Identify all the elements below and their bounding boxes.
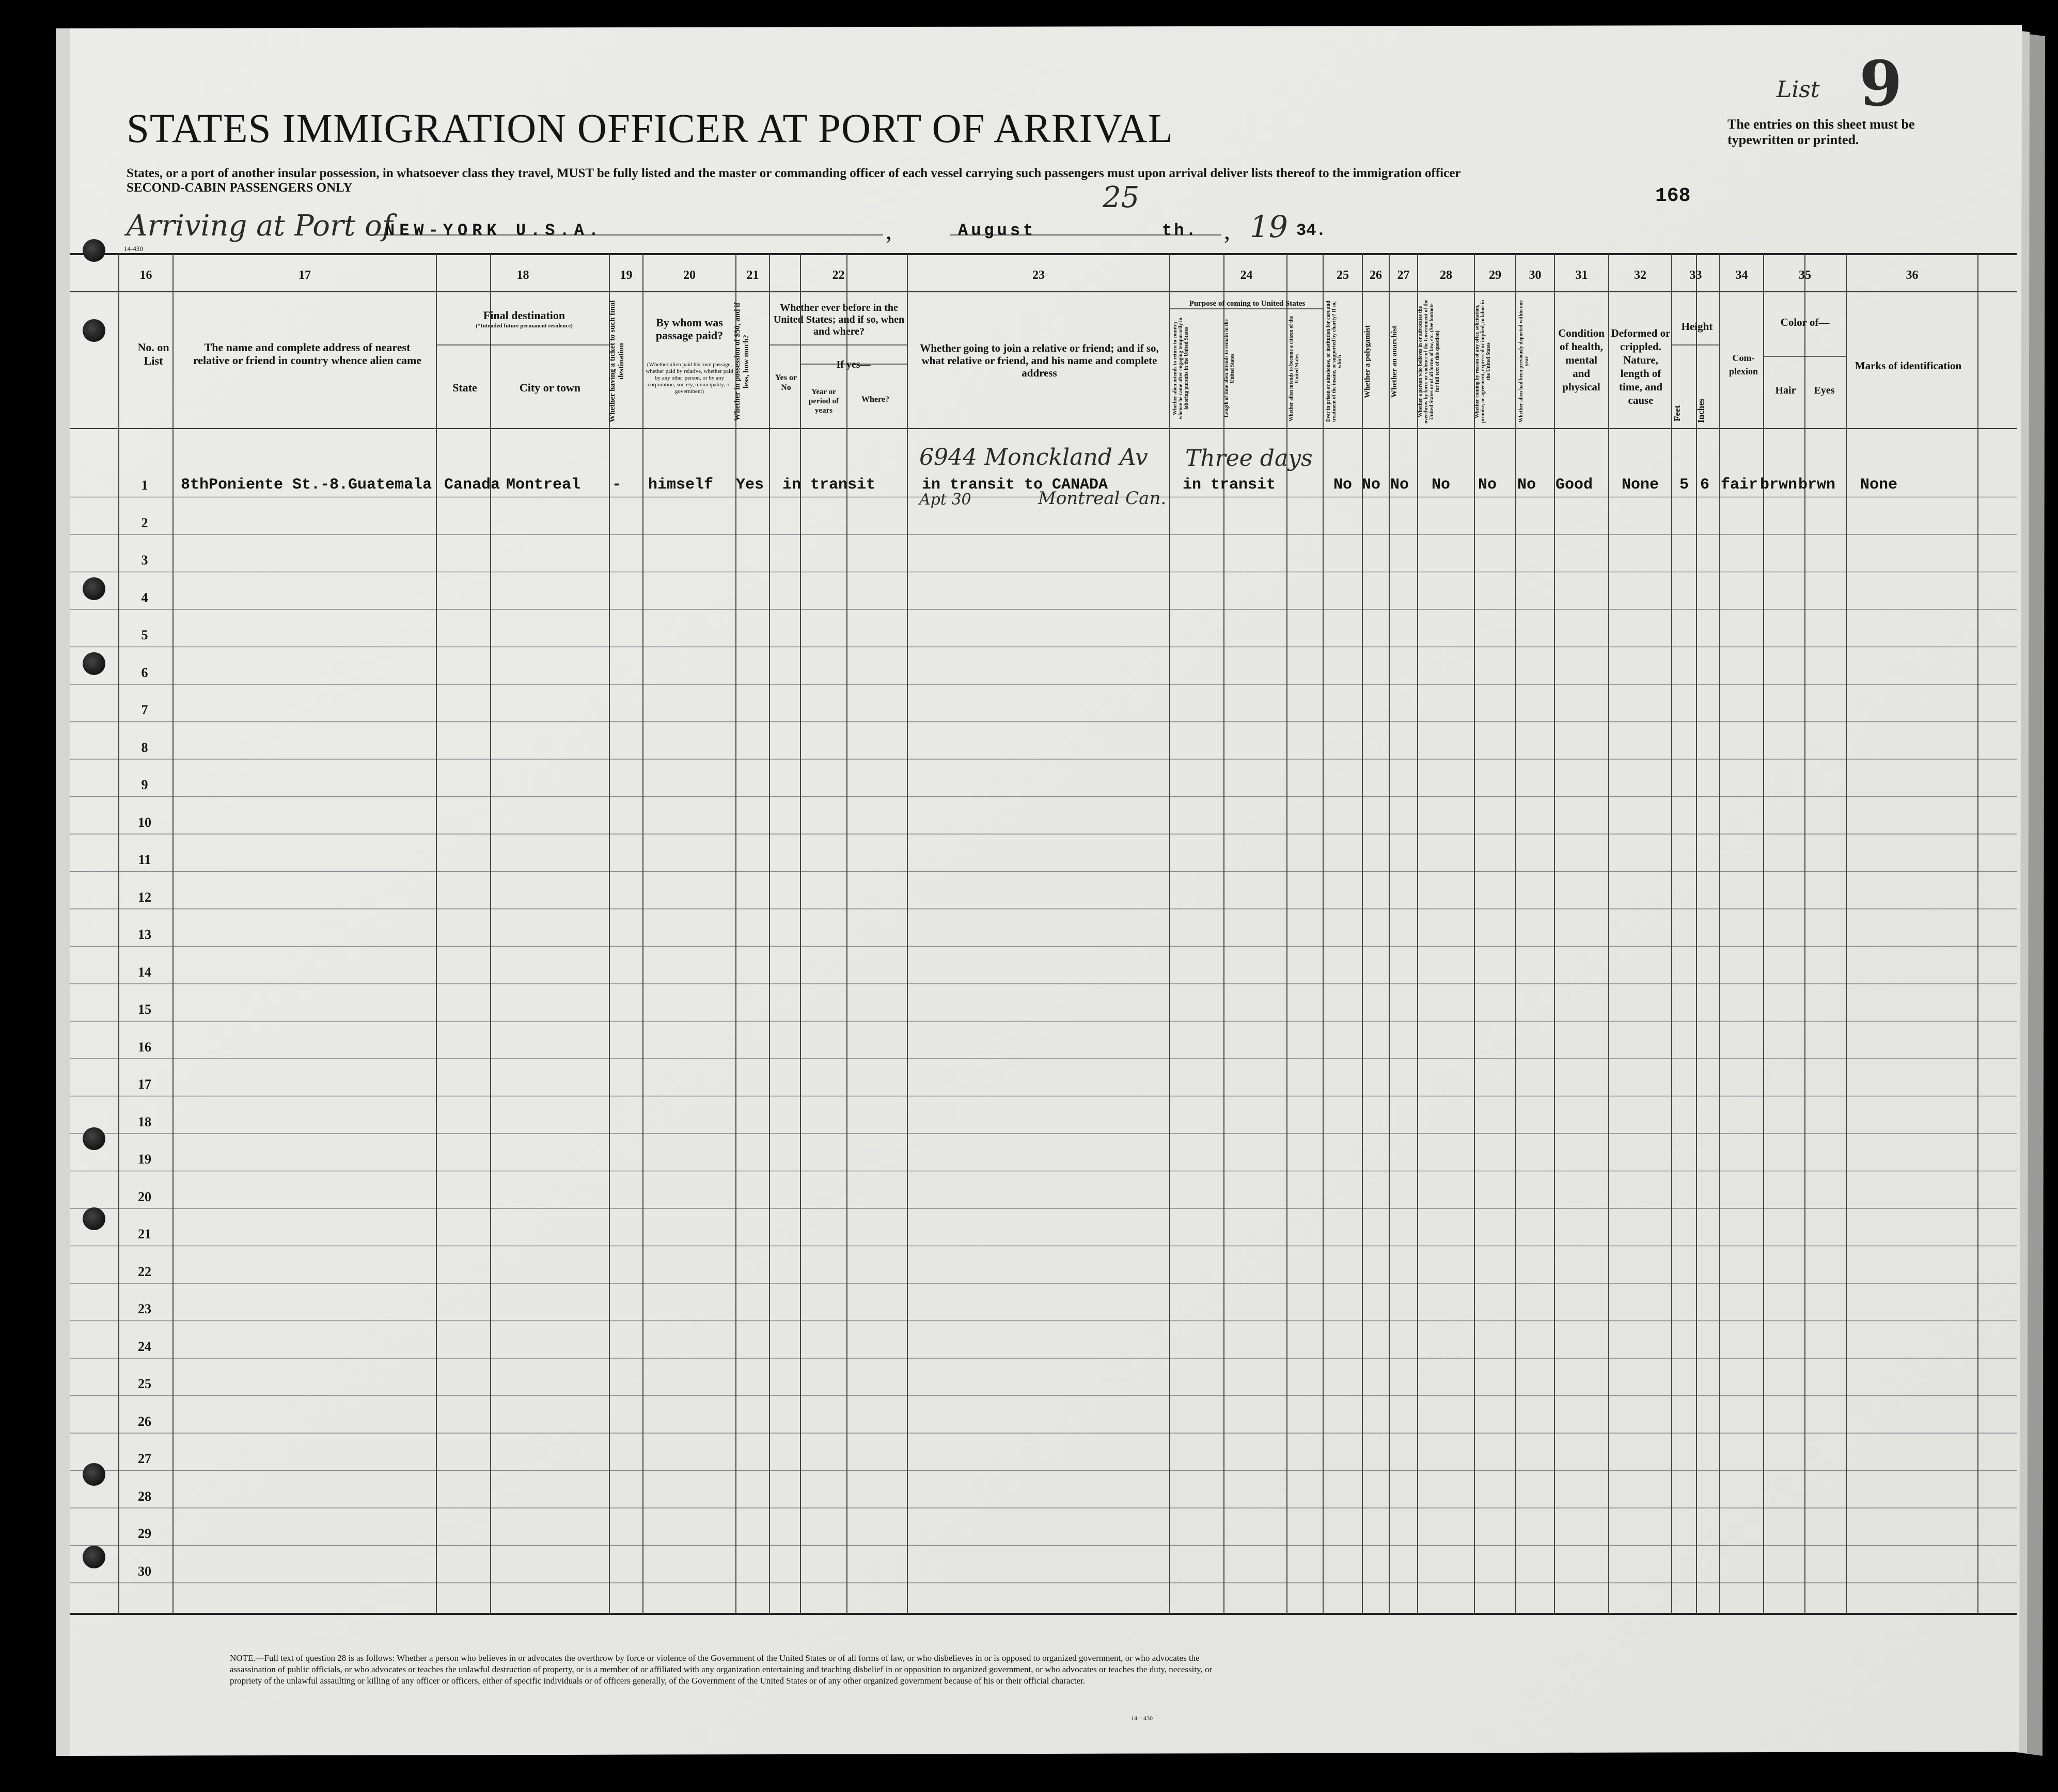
header-overthrow: Whether a person who believes in or advocates the overthrow by force or violence of the Government of the United States or of all forms of law, etc. (See footnote for full text of this question)	[1418, 300, 1440, 423]
header-prison: Ever in prison or almshouse, or institution for care and treatment of the insane, or supported by charity? If so, which	[1326, 301, 1343, 422]
entry-prison: No	[1333, 476, 1353, 494]
row-number: 28	[138, 1488, 151, 1504]
row-number: 11	[138, 852, 151, 867]
form-code-top: 14-430	[124, 245, 143, 253]
row-number: 24	[138, 1339, 151, 1354]
column-number-19: 19	[620, 269, 633, 282]
column-number-25: 25	[1337, 269, 1349, 282]
entry-complexion: fair	[1721, 476, 1758, 494]
entry-before-in-us: in transit	[782, 476, 876, 494]
header-passage-paid: By whom was passage paid?	[655, 316, 724, 342]
entry-anarchist: No	[1390, 476, 1409, 494]
header-inches: Inches	[1696, 398, 1706, 423]
column-number-28: 28	[1440, 269, 1452, 282]
page-title: STATES IMMIGRATION OFFICER AT PORT OF ARRIVAL	[127, 106, 1173, 151]
column-number-18: 18	[516, 269, 529, 282]
row-number: 27	[138, 1451, 151, 1466]
entry-feet: 5	[1679, 476, 1689, 494]
row-number: 1	[141, 478, 148, 493]
column-number-34: 34	[1735, 269, 1748, 282]
entry-city: Montreal	[506, 476, 581, 494]
row-number: 17	[138, 1077, 151, 1092]
punch-hole	[83, 1546, 105, 1568]
sheet-number: 168	[1655, 185, 1691, 207]
column-number-35: 35	[1799, 269, 1811, 282]
entry-join-typed: in transit to CANADA	[922, 476, 1108, 494]
arriving-label: Arriving at Port of	[127, 209, 393, 243]
column-number-17: 17	[299, 269, 311, 282]
header-marks: Marks of identification	[1855, 359, 1962, 372]
header-feet: Feet	[1672, 405, 1682, 421]
row-number: 16	[138, 1039, 151, 1055]
column-number-21: 21	[746, 269, 759, 282]
header-polygamist: Whether a polygamist	[1363, 325, 1372, 398]
header-where: Where?	[861, 395, 889, 404]
entry-join-handwritten-1: 6944 Monckland Av	[919, 444, 1148, 470]
header-eyes: Eyes	[1814, 385, 1835, 396]
arrival-month: August	[958, 221, 1036, 240]
column-number-32: 32	[1634, 269, 1646, 282]
row-number: 20	[138, 1189, 151, 1204]
entry-length-typed: in transit	[1183, 476, 1276, 494]
entry-state: Canada	[444, 476, 500, 494]
header-purpose-length: Length of time alien intends to remain in the United States	[1224, 319, 1235, 418]
entry-join-handwritten-3: Montreal Can.	[1038, 488, 1167, 509]
header-ticket: Whether having a ticket to such final destination	[608, 300, 625, 423]
year-prefix: 19	[1250, 209, 1288, 244]
header-passage-paid-note: (Whether alien paid his own passage, whether paid by relative, whether paid by any other person, or by any corporation, society, municipality, or government)	[646, 361, 733, 395]
header-health: Condition of health, mental and physical	[1558, 327, 1605, 393]
row-number: 4	[141, 590, 148, 605]
row-number: 6	[141, 665, 148, 680]
arrival-day: 25	[1103, 181, 1140, 214]
arrival-port: NEW-YORK U.S.A.	[385, 221, 604, 240]
column-number-24: 24	[1240, 269, 1253, 282]
header-purpose-return: Whether alien intends to return to country whence he came after engaging temporarily in laboring pursuits in the United States	[1172, 318, 1189, 419]
row-number: 29	[138, 1526, 151, 1541]
row-number: 13	[138, 927, 151, 942]
header-money: Whether in possession of $50, and if less, how much?	[733, 302, 750, 421]
punch-hole	[83, 1127, 105, 1150]
row-number: 7	[141, 702, 148, 717]
header-no-on-list: No. on List	[137, 341, 169, 367]
entry-polygamist: No	[1362, 476, 1381, 494]
column-number-30: 30	[1529, 269, 1542, 282]
row-number: 5	[141, 627, 148, 642]
column-number-27: 27	[1397, 269, 1410, 282]
entry-join-handwritten-2: Apt 30	[919, 491, 971, 509]
entry-hair: brwn	[1760, 476, 1798, 494]
punch-hole	[83, 1207, 105, 1230]
punch-hole	[83, 652, 105, 675]
row-number: 14	[138, 964, 151, 980]
header-final-destination-note: (*Intended future permanent residence)	[476, 323, 573, 329]
column-number-29: 29	[1489, 269, 1501, 282]
entry-overthrow: No	[1432, 476, 1451, 494]
header-before-in-us: Whether ever before in the United States; and if so, when and where?	[773, 302, 905, 337]
footnote: NOTE.—Full text of question 28 is as follows: Whether a person who believes in or advocates the overthrow by force or violence of the Government of the United States or of all forms of law, or who disbelieves in or is opposed to organized government, or who advocates the assassination of public officials, or who advocates or teaches the unlawful destruction of property, or is a member of or affiliated with any organization entertaining and teaching disbelief in or opposition to organized government, or who advocates or teaches the duty, necessity, or propriety of the unlawful assaulting or killing of any officer or officers, either of specific individuals or of officers generally, of the Government of the United States or of any other organized government because of his or their official character.	[230, 1653, 1213, 1686]
header-anarchist: Whether an anarchist	[1390, 325, 1399, 398]
header-deformed: Deformed or crippled. Nature, length of time, and cause	[1611, 327, 1671, 406]
entry-deported: No	[1517, 476, 1536, 494]
entry-length-handwritten: Three days	[1185, 445, 1313, 471]
entry-labor-offer: No	[1478, 476, 1497, 494]
row-number: 8	[141, 740, 148, 755]
column-number-31: 31	[1575, 269, 1588, 282]
arrival-day-suffix: th.	[1162, 221, 1198, 240]
sub-heading-line: States, or a port of another insular possession, in whatsoever class they travel, MUST be fully listed and the master or commanding officer of each vessel carrying such passengers must upon arrival deliver lists thereof to the immigration officer	[127, 166, 1461, 180]
form-code-bottom: 14—430	[1131, 1715, 1153, 1722]
entry-inches: 6	[1700, 476, 1710, 494]
header-if-yes: If yes—	[836, 359, 871, 370]
header-purpose: Purpose of coming to United States	[1189, 300, 1306, 308]
row-number: 23	[138, 1301, 151, 1316]
list-label: List	[1777, 76, 1820, 103]
row-number: 30	[138, 1563, 151, 1579]
header-years: Year or period of years	[809, 388, 839, 415]
entry-ticket: -	[612, 476, 622, 494]
row-number: 22	[138, 1264, 151, 1279]
comma-1: ,	[886, 217, 892, 245]
column-number-33: 33	[1689, 269, 1702, 282]
comma-2: ,	[1224, 217, 1230, 245]
class-heading: SECOND-CABIN PASSENGERS ONLY	[127, 181, 353, 195]
entry-relative-address: 8thPoniente St.-8.Guatemala	[181, 476, 432, 494]
punch-hole	[83, 319, 105, 342]
column-number-26: 26	[1370, 269, 1382, 282]
header-color: Color of—	[1780, 316, 1830, 328]
column-number-16: 16	[139, 269, 152, 282]
row-number: 18	[138, 1114, 151, 1129]
row-number: 12	[138, 889, 151, 905]
header-hair: Hair	[1775, 385, 1796, 396]
header-height: Height	[1681, 320, 1713, 333]
row-number: 10	[138, 814, 151, 830]
header-relative-address: The name and complete address of nearest relative or friend in country whence alien came	[193, 341, 422, 367]
header-purpose-citizen: Whether alien intends to become a citizen of the United States	[1289, 316, 1300, 421]
column-number-22: 22	[832, 269, 845, 282]
row-number: 26	[138, 1413, 151, 1429]
entry-deformed: None	[1622, 476, 1659, 494]
entry-marks: None	[1860, 476, 1898, 494]
year-suffix: 34.	[1296, 221, 1326, 240]
column-number-23: 23	[1032, 269, 1045, 282]
header-deported: Whether alien had been previously deported within one year	[1518, 300, 1530, 423]
punch-hole	[83, 239, 105, 262]
row-number: 21	[138, 1227, 151, 1241]
row-number: 9	[141, 777, 148, 792]
header-city: City or town	[519, 381, 581, 394]
header-final-destination: Final destination	[483, 309, 565, 322]
entry-eyes: brwn	[1798, 476, 1836, 494]
row-number: 25	[138, 1376, 151, 1391]
column-number-36: 36	[1906, 269, 1919, 282]
column-number-20: 20	[683, 269, 696, 282]
row-number: 19	[138, 1152, 151, 1167]
punch-hole	[83, 1463, 105, 1486]
row-number: 15	[138, 1002, 151, 1017]
header-labor-offer: Whether coming by reason of any offer, solicitation, promise, or agreement, expressed or implied, to labor in the United States	[1474, 300, 1491, 423]
entry-paid-by: himself	[648, 476, 714, 494]
punch-hole	[83, 577, 105, 600]
entry-health: Good	[1556, 476, 1593, 494]
list-number: 9	[1859, 48, 1903, 120]
row-number: 2	[141, 515, 148, 530]
header-complexion: Com-plexion	[1729, 353, 1758, 376]
header-state: State	[452, 381, 477, 394]
header-yes-no: Yes or No	[775, 373, 797, 392]
entry-money: Yes	[736, 476, 764, 494]
header-join-relative: Whether going to join a relative or friend; and if so, what relative or friend, and his name and complete address	[920, 342, 1159, 379]
typewritten-instruction: The entries on this sheet must be typewritten or printed.	[1727, 117, 1915, 147]
row-number: 3	[141, 553, 148, 568]
